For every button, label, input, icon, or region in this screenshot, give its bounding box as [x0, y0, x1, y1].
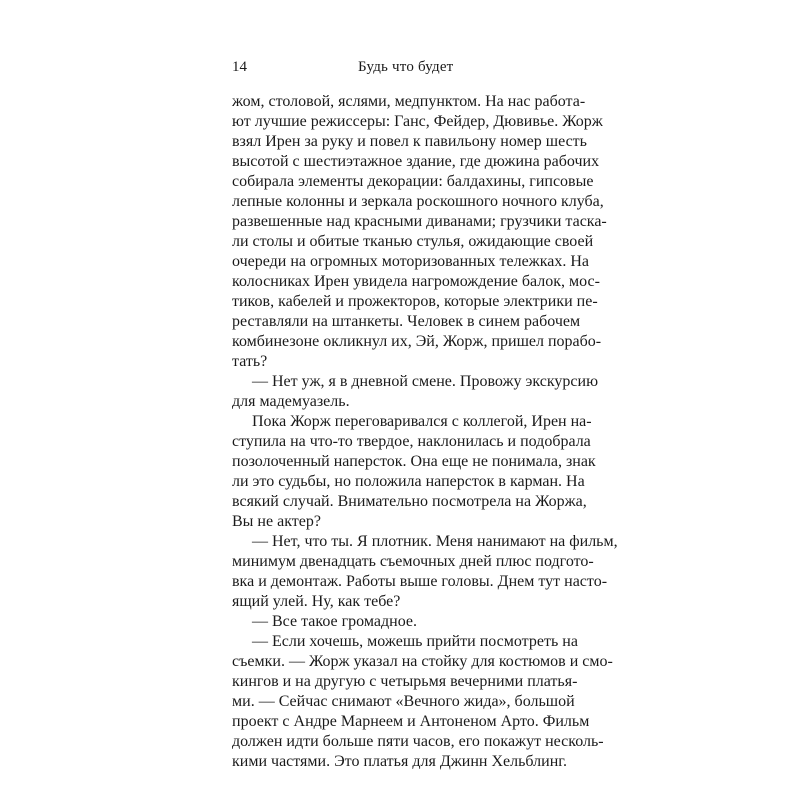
text-line: кингов и на другую с четырьмя вечерними платья-	[232, 673, 578, 690]
text-line: ми. — Сейчас снимают «Вечного жида», большой	[232, 693, 575, 710]
text-line: Пока Жорж переговаривался с коллегой, Ирен на-	[252, 413, 592, 430]
text-line: ли столы и обитые тканью стулья, ожидающие своей	[232, 233, 594, 250]
text-line: высотой с шестиэтажное здание, где дюжина рабочих	[232, 153, 600, 170]
text-line: съемки. — Жорж указал на стойку для костюмов и смо-	[232, 653, 613, 670]
text-line: реставляли на штанкеты. Человек в синем рабочем	[232, 313, 581, 330]
text-line: — Если хочешь, можешь прийти посмотреть на	[252, 633, 578, 650]
text-line: колосниках Ирен увидела нагромождение балок, мос-	[232, 273, 600, 290]
body-text	[232, 92, 618, 772]
text-line: комбинезоне окликнул их, Эй, Жорж, пришел порабо-	[232, 333, 602, 350]
text-line: тать?	[232, 353, 268, 370]
text-line: всякий случай. Внимательно посмотрела на Жоржа,	[232, 493, 587, 510]
text-line: проект с Андре Марнеем и Антоненом Арто. Фильм	[232, 713, 590, 730]
text-line: кими частями. Это платья для Джинн Хельблинг.	[232, 753, 568, 770]
text-line: ящий улей. Ну, как тебе?	[232, 593, 401, 610]
text-line: минимум двенадцать съемочных дней плюс подгото-	[232, 553, 594, 570]
text-line: вка и демонтаж. Работы выше головы. Днем тут насто-	[232, 573, 608, 590]
text-line: ют лучшие режиссеры: Ганс, Фейдер, Дювивье. Жорж	[232, 113, 603, 130]
text-line: для мадемуазель.	[232, 393, 350, 410]
text-line: очереди на огромных моторизованных тележках. На	[232, 253, 590, 270]
text-line: взял Ирен за руку и повел к павильону номер шесть	[232, 133, 587, 150]
text-line: ступила на что-то твердое, наклонилась и подобрала	[232, 433, 591, 450]
text-line: тиков, кабелей и прожекторов, которые электрики пе-	[232, 293, 598, 310]
text-line: лепные колонны и зеркала роскошного ночного клуба,	[232, 193, 604, 210]
text-line: развешенные над красными диванами; грузчики таска-	[232, 213, 607, 230]
text-line: должен идти больше пяти часов, его покажут несколь-	[232, 733, 604, 750]
text-line: — Нет, что ты. Я плотник. Меня нанимают на фильм,	[252, 533, 618, 550]
text-line: собирала элементы декорации: балдахины, гипсовые	[232, 173, 594, 190]
text-line: жом, столовой, яслями, медпунктом. На нас работа-	[232, 93, 586, 110]
text-line: позолоченный наперсток. Она еще не понимала, знак	[232, 453, 596, 470]
running-title: Будь что будет	[358, 59, 454, 75]
text-line: Вы не актер?	[232, 513, 321, 530]
text-line: ли это судьбы, но положила наперсток в карман. На	[232, 473, 585, 490]
page-number: 14	[232, 59, 247, 75]
text-line: — Нет уж, я в дневной смене. Провожу экскурсию	[252, 373, 599, 390]
text-line: — Все такое громадное.	[252, 613, 417, 630]
